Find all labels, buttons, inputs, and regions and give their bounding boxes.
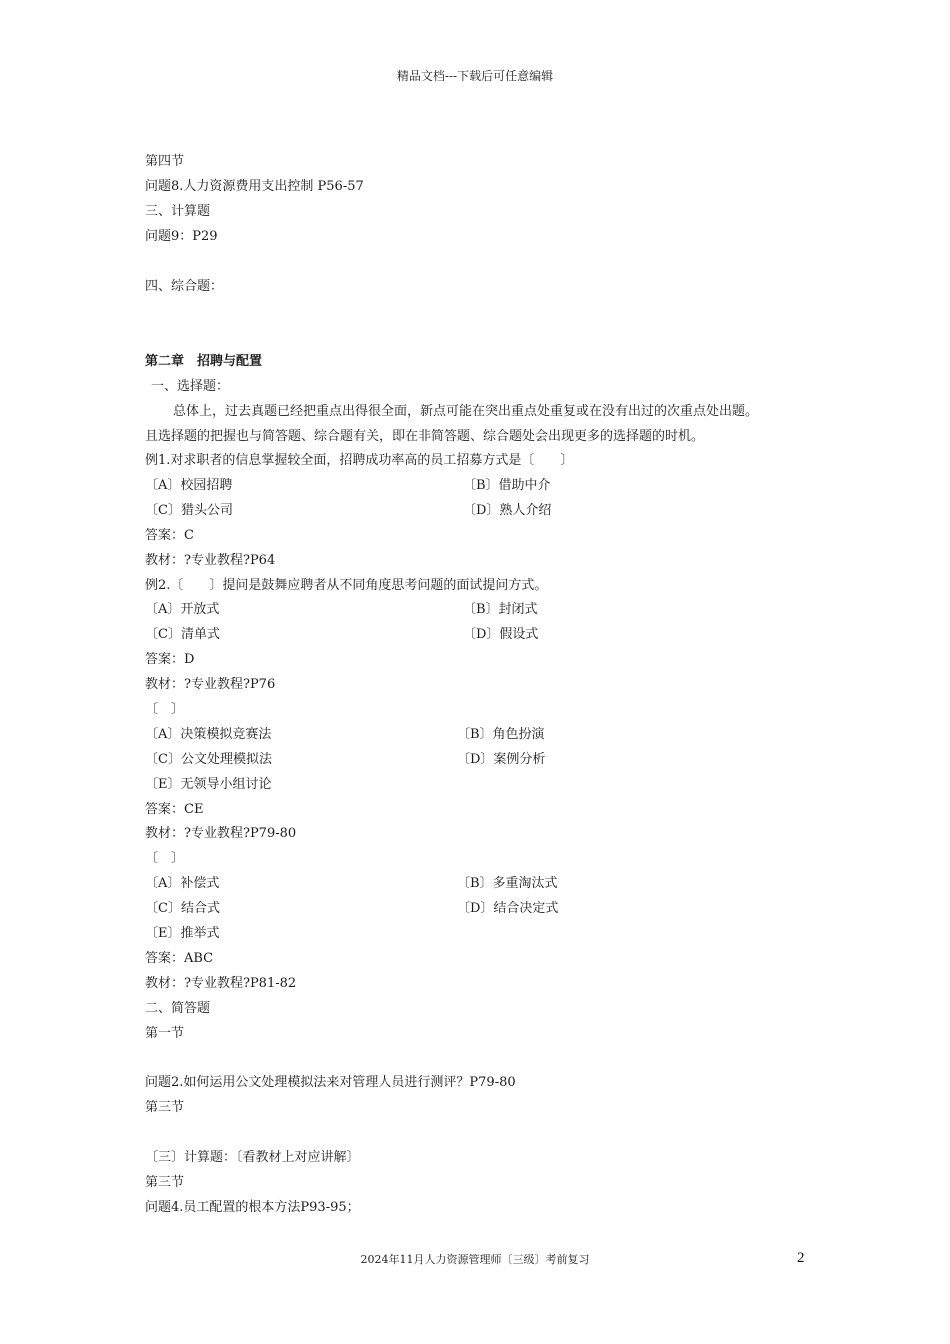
chapter-title: 第二章 招聘与配置 bbox=[145, 354, 263, 369]
option-d: 〔D〕结合决定式 bbox=[457, 901, 559, 916]
option-a: 〔A〕补偿式 bbox=[145, 876, 220, 891]
option-d: 〔D〕熟人介绍 bbox=[463, 503, 552, 518]
section-heading: 第三节 bbox=[145, 1175, 185, 1190]
option-b: 〔B〕借助中介 bbox=[463, 478, 551, 493]
option-a: 〔A〕开放式 bbox=[145, 602, 220, 617]
question-line: 问题8.人力资源费用支出控制 P56-57 bbox=[145, 179, 364, 194]
page-number: 2 bbox=[797, 1250, 805, 1266]
section-heading: 第四节 bbox=[145, 154, 185, 169]
option-d: 〔D〕假设式 bbox=[463, 627, 539, 642]
answer-line: 答案：D bbox=[145, 652, 195, 667]
section-heading: 四、综合题： bbox=[145, 279, 224, 294]
example-question: 例2.〔 〕提问是鼓舞应聘者从不同角度思考问题的面试提问方式。 bbox=[145, 578, 548, 593]
option-c: 〔C〕结合式 bbox=[145, 901, 220, 916]
answer-line: 答案：ABC bbox=[145, 951, 214, 966]
option-a: 〔A〕决策模拟竞赛法 bbox=[145, 727, 272, 742]
option-c: 〔C〕清单式 bbox=[145, 627, 220, 642]
section-heading: 第一节 bbox=[145, 1026, 185, 1041]
paragraph-line: 且选择题的把握也与简答题、综合题有关，即在非简答题、综合题处会出现更多的选择题的时机。 bbox=[145, 429, 705, 444]
example-question: 例1.对求职者的信息掌握较全面，招聘成功率高的员工招募方式是〔 〕 bbox=[145, 453, 574, 468]
option-c: 〔C〕猎头公司 bbox=[145, 503, 233, 518]
textbook-reference: 教材：?专业教程?P76 bbox=[145, 677, 276, 692]
section-heading: 三、计算题 bbox=[145, 204, 211, 219]
textbook-reference: 教材：?专业教程?P79-80 bbox=[145, 826, 297, 841]
page-footer: 2024年11月人力资源管理师〔三级〕考前复习 bbox=[360, 1253, 590, 1266]
option-b: 〔B〕封闭式 bbox=[463, 602, 538, 617]
option-b: 〔B〕角色扮演 bbox=[457, 727, 545, 742]
option-b: 〔B〕多重淘汰式 bbox=[457, 876, 558, 891]
page-header: 精品文档---下载后可任意编辑 bbox=[396, 69, 554, 83]
question-line: 问题9：P29 bbox=[145, 229, 218, 244]
section-heading: 〔三〕计算题：〔看教材上对应讲解〕 bbox=[145, 1150, 360, 1165]
section-heading: 一、选择题： bbox=[151, 379, 230, 394]
textbook-reference: 教材：?专业教程?P64 bbox=[145, 553, 276, 568]
question-line: 问题2.如何运用公文处理模拟法来对管理人员进行测评？P79-80 bbox=[145, 1075, 516, 1090]
answer-line: 答案：C bbox=[145, 528, 194, 543]
option-e: 〔E〕推举式 bbox=[145, 926, 220, 941]
example-question: 〔 〕 bbox=[145, 702, 185, 717]
paragraph-line: 总体上，过去真题已经把重点出得很全面，新点可能在突出重点处重复或在没有出过的次重点处出题。 bbox=[173, 404, 759, 419]
question-line: 问题4.员工配置的根本方法P93-95； bbox=[145, 1200, 360, 1215]
example-question: 〔 〕 bbox=[145, 851, 185, 866]
answer-line: 答案：CE bbox=[145, 802, 204, 817]
textbook-reference: 教材：?专业教程?P81-82 bbox=[145, 976, 297, 991]
option-d: 〔D〕案例分析 bbox=[457, 752, 546, 767]
option-e: 〔E〕无领导小组讨论 bbox=[145, 777, 272, 792]
option-c: 〔C〕公文处理模拟法 bbox=[145, 752, 272, 767]
section-heading: 第三节 bbox=[145, 1100, 185, 1115]
section-heading: 二、简答题 bbox=[145, 1001, 211, 1016]
option-a: 〔A〕校园招聘 bbox=[145, 478, 233, 493]
